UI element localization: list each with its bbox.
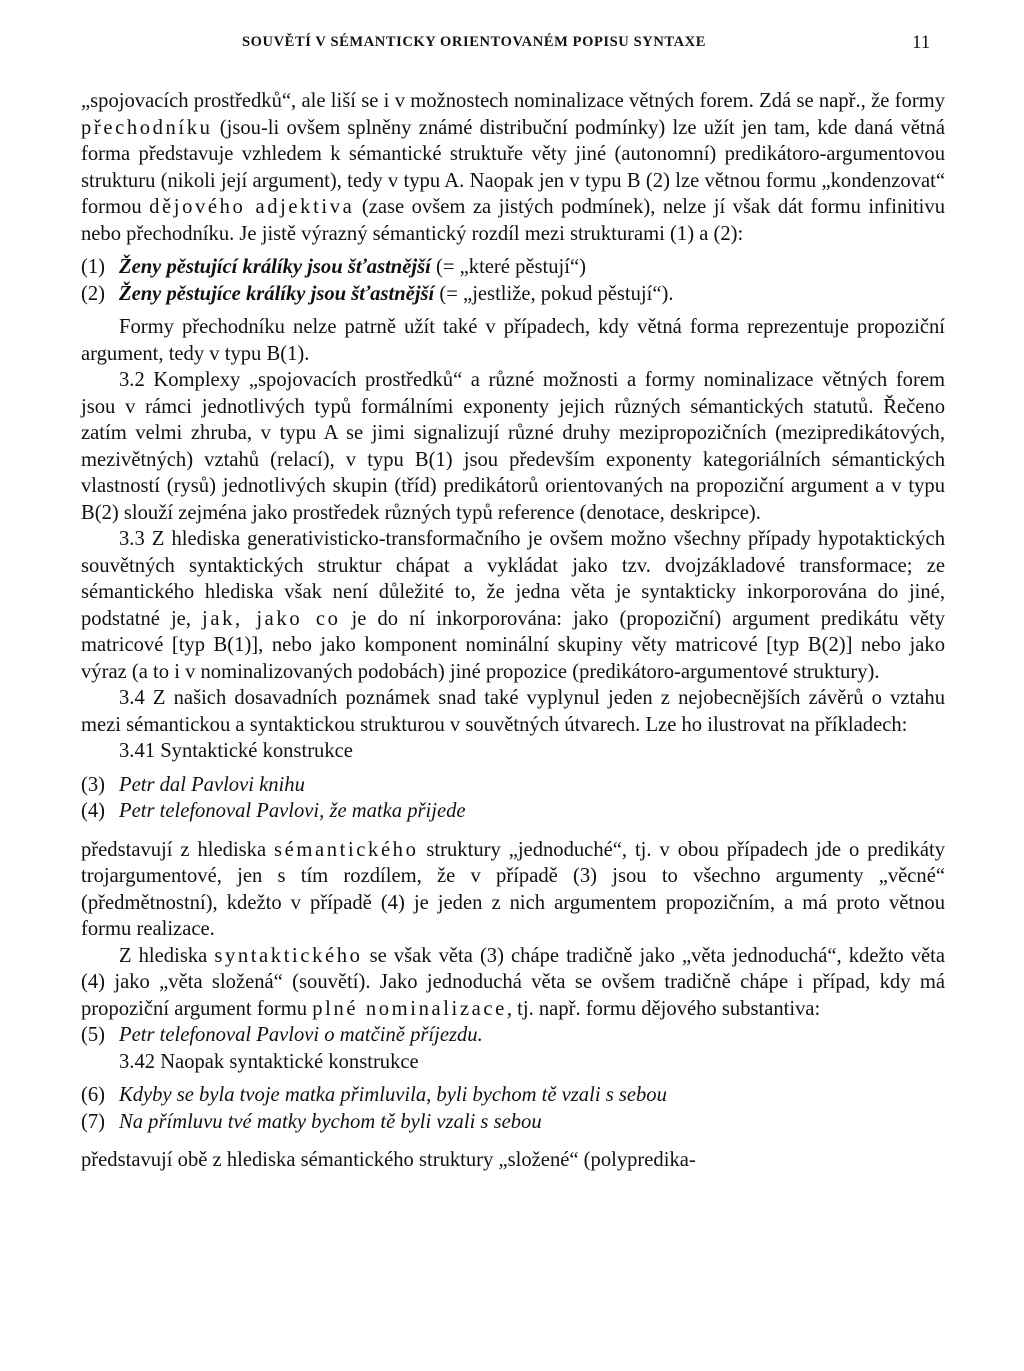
p1-text-a: „spojovacích prostředků“, ale liší se i v možnostech nominalizace větných forem. Zdá se např., že formy [81,90,945,112]
example-number: (6) [81,1084,106,1106]
example-sentence: Kdyby se byla tvoje matka přimluvila, byli bychom tě vzali s sebou [119,1084,667,1106]
example-sentence: Na přímluvu tvé matky bychom tě byli vzali s sebou [119,1110,542,1133]
page-body [81,88,945,1174]
example-sentence: Petr telefonoval Pavlovi o matčině příjezdu. [119,1024,483,1046]
example-2 [81,281,945,308]
p4-text-a: 3.3 Z hlediska generativisticko-transformačního je ovšem možno všechny případy hypotaktických souvětných syntaktických struktur chápat a vykládat jako tzv. dvojzákladové transformace; ze sémantického hlediska však není důležité to, že jedna věta je syntakticky inkorporována do jiné, podstatné je, [81,528,945,630]
example-gloss: (= „jestliže, pokud pěstují“). [434,282,674,305]
p7-spaced-term: syntaktického [214,944,363,967]
example-number: (7) [81,1110,106,1133]
example-5 [81,1022,945,1049]
p1-text-c: (jsou-li ovšem splněny známé distribuční podmínky) lze užít jen tam, kde daná větná forma představuje vzhledem k sémantické struktuře věty jiné (autonomní) predikátoro-argumentovou strukturu (nikoli její argument), tedy v typu A. Naopak jen v typu B (2) lze větnou formu „kondenzovat“ formou [81,116,945,218]
paragraph-7 [81,943,945,1023]
example-number: (5) [81,1024,106,1046]
p6-spaced-term: sémantického [274,838,419,861]
paragraph-8: představují obě z hlediska sémantického struktury „složené“ (polypredika- [81,1149,696,1171]
example-4 [81,798,945,825]
p7-text-a: Z hlediska [119,944,215,967]
running-title: SOUVĚTÍ V SÉMANTICKY ORIENTOVANÉM POPISU SYNTAXE [242,34,707,50]
example-sentence: Petr telefonoval Pavlovi, že matka přijede [119,800,466,822]
example-gloss: (= „které pěstují“) [430,256,586,278]
paragraph-2: Formy přechodníku nelze patrně užít také v případech, kdy větná forma reprezentuje propoziční argument, tedy v typu B(1). [81,316,945,365]
page-number: 11 [912,32,931,53]
paragraph-5: 3.4 Z našich dosavadních poznámek snad také vyplynul jeden z nejobecnějších závěrů o vztahu mezi sémantickou a syntaktickou strukturou v souvětných útvarech. Lze ho ilustrovat na příkladech: [81,687,945,736]
section-heading-3-42: 3.42 Naopak syntaktické konstrukce [119,1050,419,1073]
paragraph-1 [81,88,945,247]
example-sentence: Ženy pěstující králíky jsou šťastnější [119,256,431,278]
p1-text-e: (zase ovšem za jistých podmínek), nelze jí však dát formu infinitivu nebo přechodníku. Je jistě výrazný sémantický rozdíl mezi strukturami (1) a (2): [81,196,945,245]
example-number: (4) [81,800,106,822]
p7-text-c: se však věta (3) chápe tradičně jako „věta jednoduchá“, kdežto věta (4) jako „věta složená“ (souvětí). Jako jednoduchá věta se ovšem tradičně chápe i případ, kdy má propoziční argument formu [81,944,945,1020]
p6-text-a: představují z hlediska [81,838,275,861]
p4-spaced-term: jak, jako co [202,607,341,630]
p7-text-e: , tj. např. formu dějového substantiva: [506,997,821,1020]
section-heading-3-41: 3.41 Syntaktické konstrukce [119,740,353,762]
example-3 [81,772,945,799]
example-sentence: Ženy pěstujíce králíky jsou šťastnější [119,282,435,305]
example-number: (1) [81,256,106,278]
p1-spaced-term-2: dějového adjektiva [149,196,355,218]
p6-text-c: struktury „jednoduché“, tj. v obou případech jde o predikáty trojargumentové, jen s tím rozdílem, že v případě (3) jsou to všechno argumenty „věcné“ (předmětnostní), kdežto v případě (4) je jeden z nich argumentem propozičním, a má proto větnou formu realizace. [81,838,945,940]
example-6 [81,1082,945,1109]
paragraph-6 [81,837,945,943]
p7-spaced-term-2: plné nominalizace [312,997,507,1020]
paragraph-3: 3.2 Komplexy „spojovacích prostředků“ a různé možnosti a formy nominalizace větných forem jsou v rámci jednotlivých typů formálními exponenty jejich různých sémantických statutů. Řečeno zatím velmi zhruba, v typu A se jimi signalizují různé druhy mezipropozičních (mezipredikátových, mezivětných) vztahů (relací), v typu B(1) jsou především exponenty kategoriálních sémantických vlastností (rysů) jednotlivých skupin (tříd) predikátorů orientovaných na propoziční argument a v typu B(2) slouží zejména jako prostředek různých typů reference (denotace, deskripce). [81,369,945,524]
example-number: (2) [81,282,106,305]
p4-text-c: je do ní inkorporována: jako (propoziční) argument predikátu věty matricové [typ B(1)], nebo jako komponent nominální skupiny věty matricové [typ B(2)] nebo jako výraz (a to i v nominalizovaných podobách) jiné propozice (predikátoro-argumentové struktury). [81,607,945,683]
example-sentence: Petr dal Pavlovi knihu [119,773,305,796]
paragraph-4 [81,526,945,685]
example-7 [81,1109,945,1136]
p1-spaced-term: přechodníku [81,116,213,139]
example-number: (3) [81,773,106,796]
example-1 [81,254,945,281]
